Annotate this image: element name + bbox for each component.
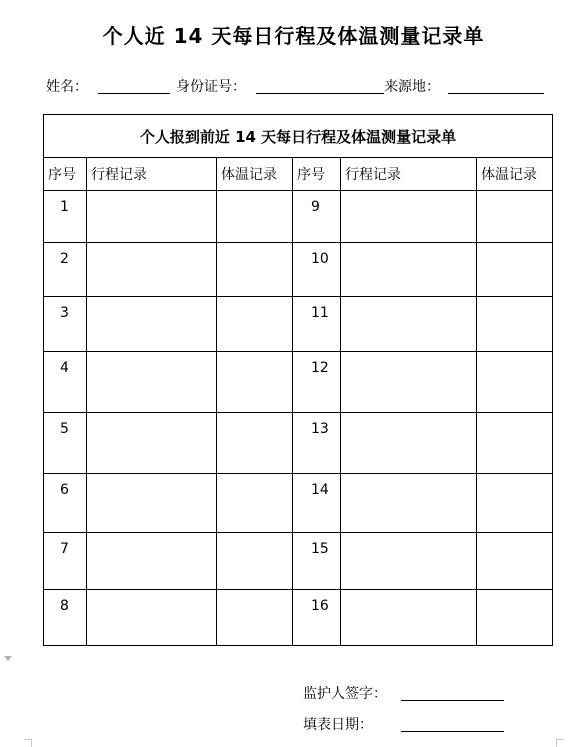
temperature-cell[interactable] — [217, 352, 293, 413]
temperature-cell[interactable] — [217, 243, 293, 297]
row-number-right: 16 — [293, 590, 341, 646]
itinerary-cell[interactable] — [341, 413, 477, 474]
table-row — [44, 243, 553, 297]
itinerary-cell[interactable] — [341, 191, 477, 243]
fill-date-row — [303, 714, 373, 734]
row-number-right: 12 — [293, 352, 341, 413]
row-number-left: 5 — [44, 413, 87, 474]
temperature-cell[interactable] — [217, 191, 293, 243]
row-number-right: 10 — [293, 243, 341, 297]
temperature-cell[interactable] — [477, 533, 553, 590]
row-number-left: 3 — [44, 297, 87, 352]
row-number-right: 11 — [293, 297, 341, 352]
guardian-signature-row — [303, 683, 387, 703]
header-temperature-right: 体温记录 — [477, 158, 553, 191]
table-header-row — [44, 158, 553, 191]
itinerary-cell[interactable] — [87, 474, 217, 533]
table-row — [44, 297, 553, 352]
row-number-left: 1 — [44, 191, 87, 243]
row-number-left: 4 — [44, 352, 87, 413]
temperature-cell[interactable] — [477, 590, 553, 646]
temperature-cell[interactable] — [477, 297, 553, 352]
temperature-cell[interactable] — [217, 590, 293, 646]
row-number-left: 6 — [44, 474, 87, 533]
guardian-signature-label: 监护人签字： — [303, 686, 387, 702]
itinerary-cell[interactable] — [87, 243, 217, 297]
header-seq-left: 序号 — [44, 158, 87, 191]
page-corner-mark-icon — [18, 739, 32, 747]
row-number-left: 2 — [44, 243, 87, 297]
temperature-cell[interactable] — [217, 474, 293, 533]
table-row — [44, 590, 553, 646]
table-row — [44, 352, 553, 413]
temperature-cell[interactable] — [477, 352, 553, 413]
itinerary-cell[interactable] — [87, 413, 217, 474]
temperature-cell[interactable] — [217, 533, 293, 590]
temperature-cell[interactable] — [477, 243, 553, 297]
row-number-right: 9 — [293, 191, 341, 243]
record-table — [43, 114, 553, 646]
row-number-left: 7 — [44, 533, 87, 590]
id-number-field[interactable] — [256, 93, 384, 94]
itinerary-cell[interactable] — [341, 590, 477, 646]
itinerary-cell[interactable] — [341, 474, 477, 533]
table-caption: 个人报到前近 14 天每日行程及体温测量记录单 — [44, 115, 553, 158]
temperature-cell[interactable] — [217, 413, 293, 474]
name-field[interactable] — [98, 93, 170, 94]
row-number-right: 13 — [293, 413, 341, 474]
collapse-triangle-icon — [4, 656, 12, 661]
itinerary-cell[interactable] — [87, 191, 217, 243]
row-number-right: 14 — [293, 474, 341, 533]
name-label: 姓名： — [46, 79, 88, 95]
itinerary-cell[interactable] — [341, 243, 477, 297]
origin-label: 来源地： — [384, 79, 440, 95]
table-row — [44, 474, 553, 533]
id-number-label: 身份证号： — [176, 79, 246, 95]
temperature-cell[interactable] — [477, 413, 553, 474]
fill-date-field[interactable] — [401, 731, 504, 732]
itinerary-cell[interactable] — [87, 352, 217, 413]
header-itinerary-left: 行程记录 — [87, 158, 217, 191]
itinerary-cell[interactable] — [87, 590, 217, 646]
table-row — [44, 413, 553, 474]
header-itinerary-right: 行程记录 — [341, 158, 477, 191]
fill-date-label: 填表日期： — [303, 717, 373, 733]
origin-field[interactable] — [448, 93, 544, 94]
itinerary-cell[interactable] — [341, 297, 477, 352]
temperature-cell[interactable] — [217, 297, 293, 352]
temperature-cell[interactable] — [477, 474, 553, 533]
guardian-signature-field[interactable] — [401, 700, 504, 701]
header-temperature-left: 体温记录 — [217, 158, 293, 191]
itinerary-cell[interactable] — [87, 533, 217, 590]
itinerary-cell[interactable] — [87, 297, 217, 352]
document-title: 个人近 14 天每日行程及体温测量记录单 — [102, 24, 485, 48]
temperature-cell[interactable] — [477, 191, 553, 243]
page-corner-mark-icon — [556, 739, 570, 747]
row-number-right: 15 — [293, 533, 341, 590]
itinerary-cell[interactable] — [341, 352, 477, 413]
table-row — [44, 191, 553, 243]
row-number-left: 8 — [44, 590, 87, 646]
table-row — [44, 533, 553, 590]
itinerary-cell[interactable] — [341, 533, 477, 590]
header-seq-right: 序号 — [293, 158, 341, 191]
